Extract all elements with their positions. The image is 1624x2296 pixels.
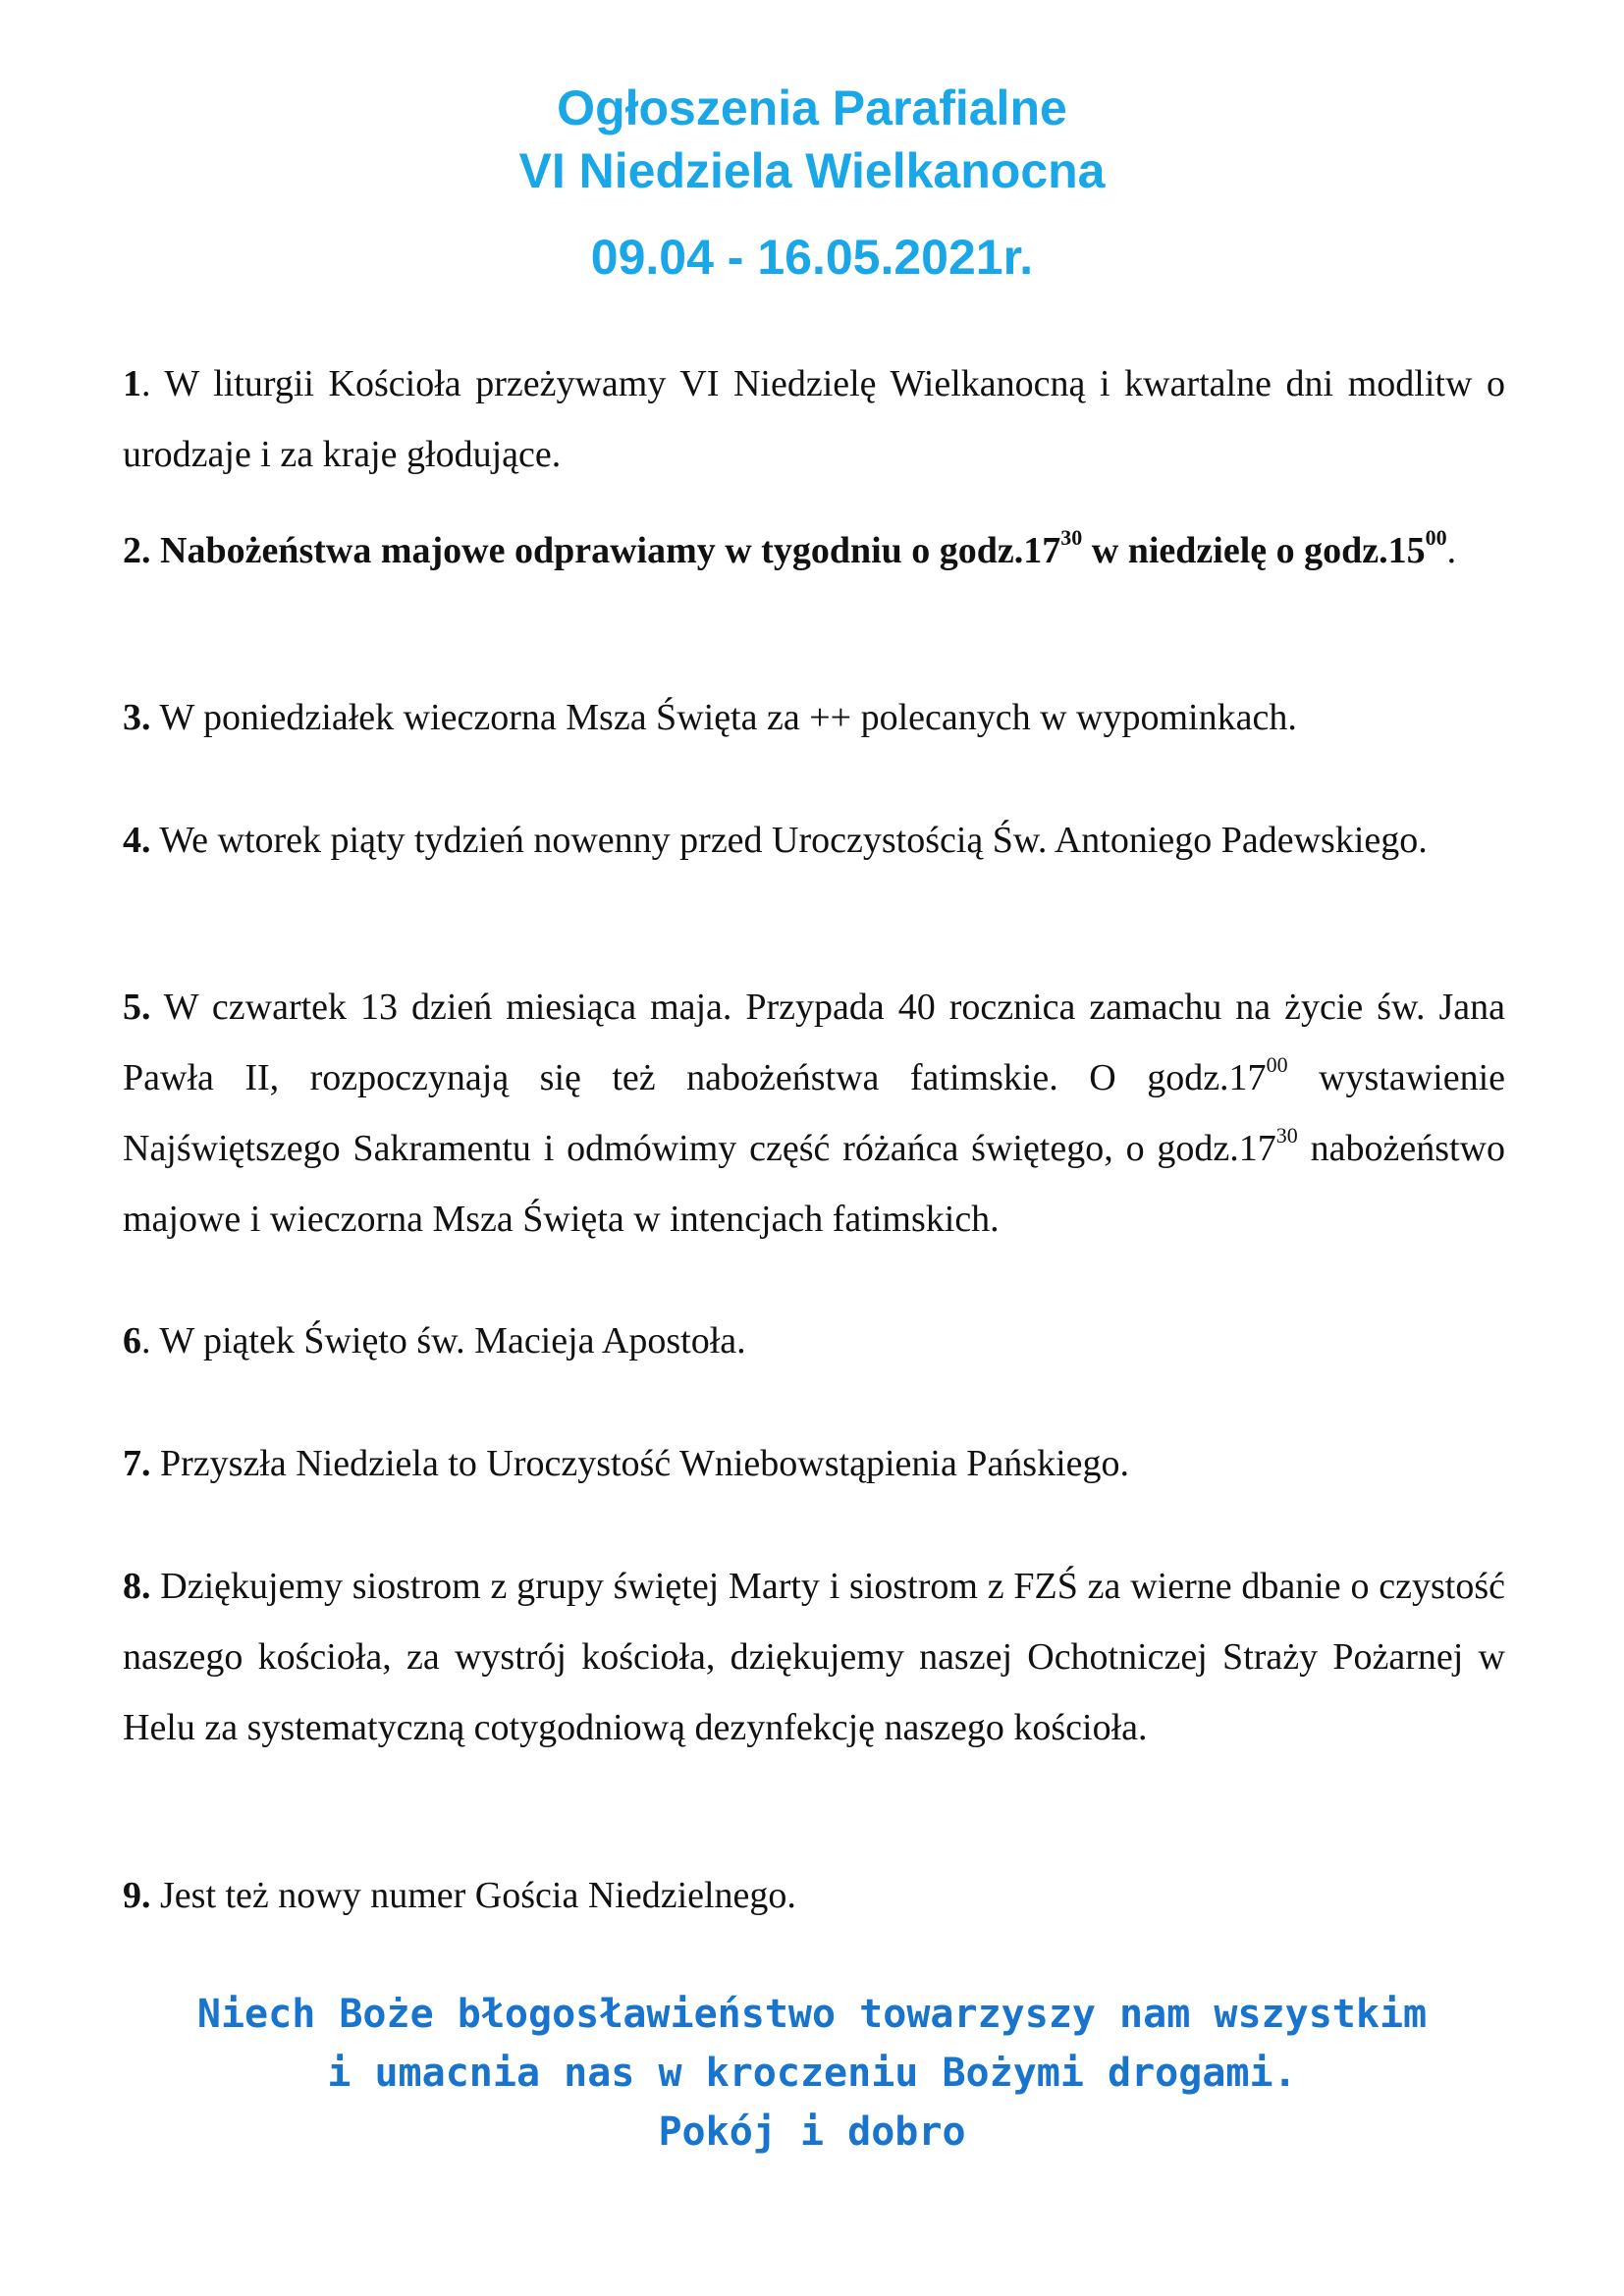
item-number: 4.: [123, 820, 151, 861]
announcement-item-2: [123, 515, 1505, 586]
announcement-item-6: [123, 1306, 1505, 1376]
time-superscript: 30: [1275, 1123, 1298, 1148]
item-text: W poniedziałek wieczorna Msza Święta za ++ polecanych w wypominkach.: [150, 697, 1297, 738]
blessing-footer: [0, 1985, 1624, 2162]
item-text: We wtorek piąty tydzień nowenny przed Uroczystością Św. Antoniego Padewskiego.: [150, 820, 1428, 861]
item-text: W czwartek 13 dzień miesiąca maja. Przypada 40 rocznica zamachu na życie św. Jana Pawła II, rozpoczynają się też nabożeństwa fatimskie. O godz.17: [123, 987, 1505, 1098]
document-header: [0, 77, 1624, 289]
item-number: 6: [123, 1320, 141, 1362]
time-superscript: 00: [1266, 1052, 1288, 1078]
time-superscript: 00: [1425, 525, 1447, 551]
announcement-item-4: [123, 805, 1505, 876]
item-text: .: [1446, 530, 1457, 571]
title-line-1: Ogłoszenia Parafialne: [557, 80, 1067, 135]
item-number: 8.: [123, 1566, 151, 1607]
item-text: w niedzielę o godz.15: [1082, 530, 1426, 571]
item-text: Dziękujemy siostrom z grupy świętej Marty i siostrom z FZŚ za wierne dbanie o czystość naszego kościoła, za wystrój kościoła, dziękujemy naszej Ochotniczej Straży Pożarnej w Helu za systematyczną cotygodniową dezynfekcję naszego kościoła.: [123, 1566, 1505, 1748]
item-text: Jest też nowy numer Gościa Niedzielnego.: [150, 1875, 796, 1916]
announcement-item-5: [123, 972, 1505, 1255]
item-text: wystawienie Najświętszego Sakramentu i odmówimy część różańca świętego, o godz.17: [123, 1057, 1505, 1169]
item-text: Przyszła Niedziela to Uroczystość Wniebowstąpienia Pańskiego.: [150, 1443, 1130, 1484]
date-range: 09.04 - 16.05.2021r.: [590, 230, 1034, 285]
item-text: . W liturgii Kościoła przeżywamy VI Niedzielę Wielkanocną i kwartalne dni modlitw o urodzaje i za kraje głodujące.: [123, 363, 1505, 475]
item-text: nabożeństwo majowe i wieczorna Msza Święta w intencjach fatimskich.: [123, 1128, 1506, 1240]
announcement-item-8: [123, 1551, 1505, 1763]
blessing-line-2: i umacnia nas w kroczeniu Bożymi drogami.: [327, 2051, 1297, 2096]
announcement-item-9: [123, 1860, 1505, 1931]
announcement-item-1: [123, 348, 1505, 490]
item-number: 1: [123, 363, 141, 404]
announcement-item-3: [123, 682, 1505, 753]
item-number: 7.: [123, 1443, 151, 1484]
blessing-line-1: Niech Boże błogosławieństwo towarzyszy nam wszystkim: [196, 1992, 1428, 2037]
item-text: 2. Nabożeństwa majowe odprawiamy w tygodniu o godz.17: [123, 530, 1061, 571]
item-text: . W piątek Święto św. Macieja Apostoła.: [141, 1320, 746, 1362]
item-number: 5.: [123, 987, 151, 1028]
announcement-item-7: [123, 1428, 1505, 1499]
time-superscript: 30: [1060, 525, 1083, 551]
title-line-2: VI Niedziela Wielkanocna: [518, 143, 1106, 198]
item-number: 3.: [123, 697, 151, 738]
blessing-line-3: Pokój i dobro: [658, 2109, 966, 2155]
item-number: 9.: [123, 1875, 151, 1916]
